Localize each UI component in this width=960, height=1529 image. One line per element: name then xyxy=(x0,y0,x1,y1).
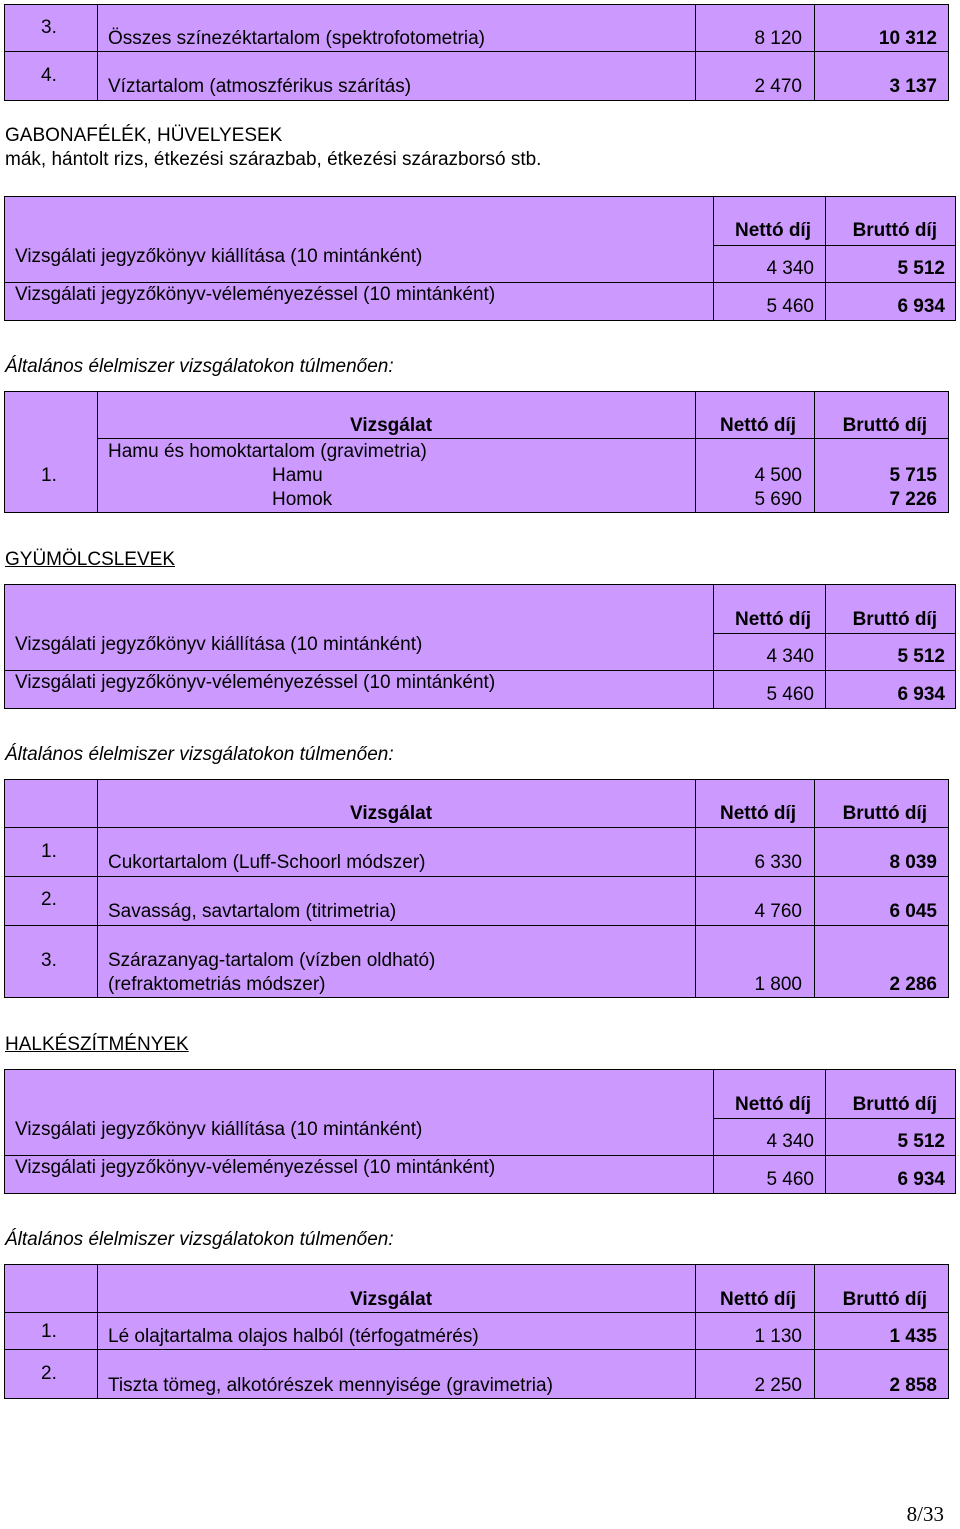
header-netto: Nettó díj xyxy=(735,1094,811,1115)
fee-label: Vizsgálati jegyzőkönyv kiállítása (10 mintánként) xyxy=(15,246,423,267)
netto-value: 2 250 xyxy=(754,1375,802,1396)
header-netto: Nettó díj xyxy=(720,415,796,436)
row-number: 2. xyxy=(41,1363,57,1384)
netto-value: 4 500 xyxy=(754,465,802,486)
brutto-value: 6 045 xyxy=(889,901,937,922)
netto-value: 2 470 xyxy=(754,76,802,97)
brutto-value: 5 512 xyxy=(897,258,945,279)
section-heading: HALKÉSZÍTMÉNYEK xyxy=(5,1034,189,1055)
netto-value: 5 460 xyxy=(766,1169,814,1190)
row-divider xyxy=(4,282,714,283)
brutto-value: 3 137 xyxy=(889,76,937,97)
test-name: Tiszta tömeg, alkotórészek mennyisége (gravimetria) xyxy=(108,1375,553,1396)
netto-value: 1 130 xyxy=(754,1326,802,1347)
netto-value: 1 800 xyxy=(754,974,802,995)
section-subheading: mák, hántolt rizs, étkezési szárazbab, étkezési szárazborsó stb. xyxy=(5,149,542,170)
row-divider xyxy=(4,1155,714,1156)
fee-label: Vizsgálati jegyzőkönyv kiállítása (10 mintánként) xyxy=(15,634,423,655)
test-name: Cukortartalom (Luff-Schoorl módszer) xyxy=(108,852,426,873)
header-brutto: Bruttó díj xyxy=(852,1094,937,1115)
test-name: Összes színezéktartalom (spektrofotometria) xyxy=(108,28,485,49)
brutto-value: 6 934 xyxy=(897,296,945,317)
header-brutto: Bruttó díj xyxy=(852,609,937,630)
netto-value: 5 460 xyxy=(766,296,814,317)
brutto-value: 5 512 xyxy=(897,1131,945,1152)
netto-value: 5 690 xyxy=(754,489,802,510)
brutto-value: 6 934 xyxy=(897,684,945,705)
fee-label: Vizsgálati jegyzőkönyv-véleményezéssel (10 mintánként) xyxy=(15,672,496,693)
table-cell xyxy=(4,391,98,513)
netto-value: 6 330 xyxy=(754,852,802,873)
brutto-value: 2 858 xyxy=(889,1375,937,1396)
header-brutto: Bruttó díj xyxy=(842,415,927,436)
header-netto: Nettó díj xyxy=(735,609,811,630)
header-netto: Nettó díj xyxy=(720,803,796,824)
header-brutto: Bruttó díj xyxy=(852,220,937,241)
test-name: Savasság, savtartalom (titrimetria) xyxy=(108,901,397,922)
fee-label: Vizsgálati jegyzőkönyv-véleményezéssel (10 mintánként) xyxy=(15,1157,496,1178)
table-cell xyxy=(4,779,98,828)
header-netto: Nettó díj xyxy=(735,220,811,241)
test-name: Lé olajtartalma olajos halból (térfogatmérés) xyxy=(108,1326,479,1347)
row-number: 1. xyxy=(41,1321,57,1342)
fee-label: Vizsgálati jegyzőkönyv-véleményezéssel (10 mintánként) xyxy=(15,284,496,305)
netto-value: 5 460 xyxy=(766,684,814,705)
sub-test-name: Hamu xyxy=(272,465,323,486)
brutto-value: 1 435 xyxy=(889,1326,937,1347)
header-netto: Nettó díj xyxy=(720,1289,796,1310)
row-number: 1. xyxy=(41,465,57,486)
header-brutto: Bruttó díj xyxy=(842,803,927,824)
row-number: 1. xyxy=(41,841,57,862)
brutto-value: 10 312 xyxy=(878,28,937,49)
brutto-value: 5 512 xyxy=(897,646,945,667)
netto-value: 4 340 xyxy=(766,646,814,667)
brutto-value: 2 286 xyxy=(889,974,937,995)
sub-test-name: Homok xyxy=(272,489,333,510)
brutto-value: 5 715 xyxy=(889,465,937,486)
row-number: 4. xyxy=(41,65,57,86)
netto-value: 8 120 xyxy=(754,28,802,49)
test-name: Hamu és homoktartalom (gravimetria) xyxy=(108,441,427,462)
brutto-value: 8 039 xyxy=(889,852,937,873)
header-test: Vizsgálat xyxy=(350,415,433,436)
header-brutto: Bruttó díj xyxy=(842,1289,927,1310)
row-number: 2. xyxy=(41,889,57,910)
page-number: 8/33 xyxy=(906,1502,944,1526)
general-note: Általános élelmiszer vizsgálatokon túlmenően: xyxy=(5,356,394,377)
header-test: Vizsgálat xyxy=(350,803,433,824)
test-name: Víztartalom (atmoszférikus szárítás) xyxy=(108,76,412,97)
brutto-value: 7 226 xyxy=(889,489,937,510)
row-number: 3. xyxy=(41,950,57,971)
row-divider xyxy=(4,670,714,671)
section-heading: GABONAFÉLÉK, HÜVELYESEK xyxy=(5,125,283,146)
fee-label: Vizsgálati jegyzőkönyv kiállítása (10 mintánként) xyxy=(15,1119,423,1140)
brutto-value: 6 934 xyxy=(897,1169,945,1190)
test-name: Szárazanyag-tartalom (vízben oldható) xyxy=(108,950,436,971)
general-note: Általános élelmiszer vizsgálatokon túlmenően: xyxy=(5,744,394,765)
netto-value: 4 760 xyxy=(754,901,802,922)
section-heading: GYÜMÖLCSLEVEK xyxy=(5,549,175,570)
row-number: 3. xyxy=(41,17,57,38)
netto-value: 4 340 xyxy=(766,1131,814,1152)
test-name-line2: (refraktometriás módszer) xyxy=(108,974,326,995)
netto-value: 4 340 xyxy=(766,258,814,279)
general-note: Általános élelmiszer vizsgálatokon túlmenően: xyxy=(5,1229,394,1250)
table-cell xyxy=(4,1264,98,1313)
header-test: Vizsgálat xyxy=(350,1289,433,1310)
